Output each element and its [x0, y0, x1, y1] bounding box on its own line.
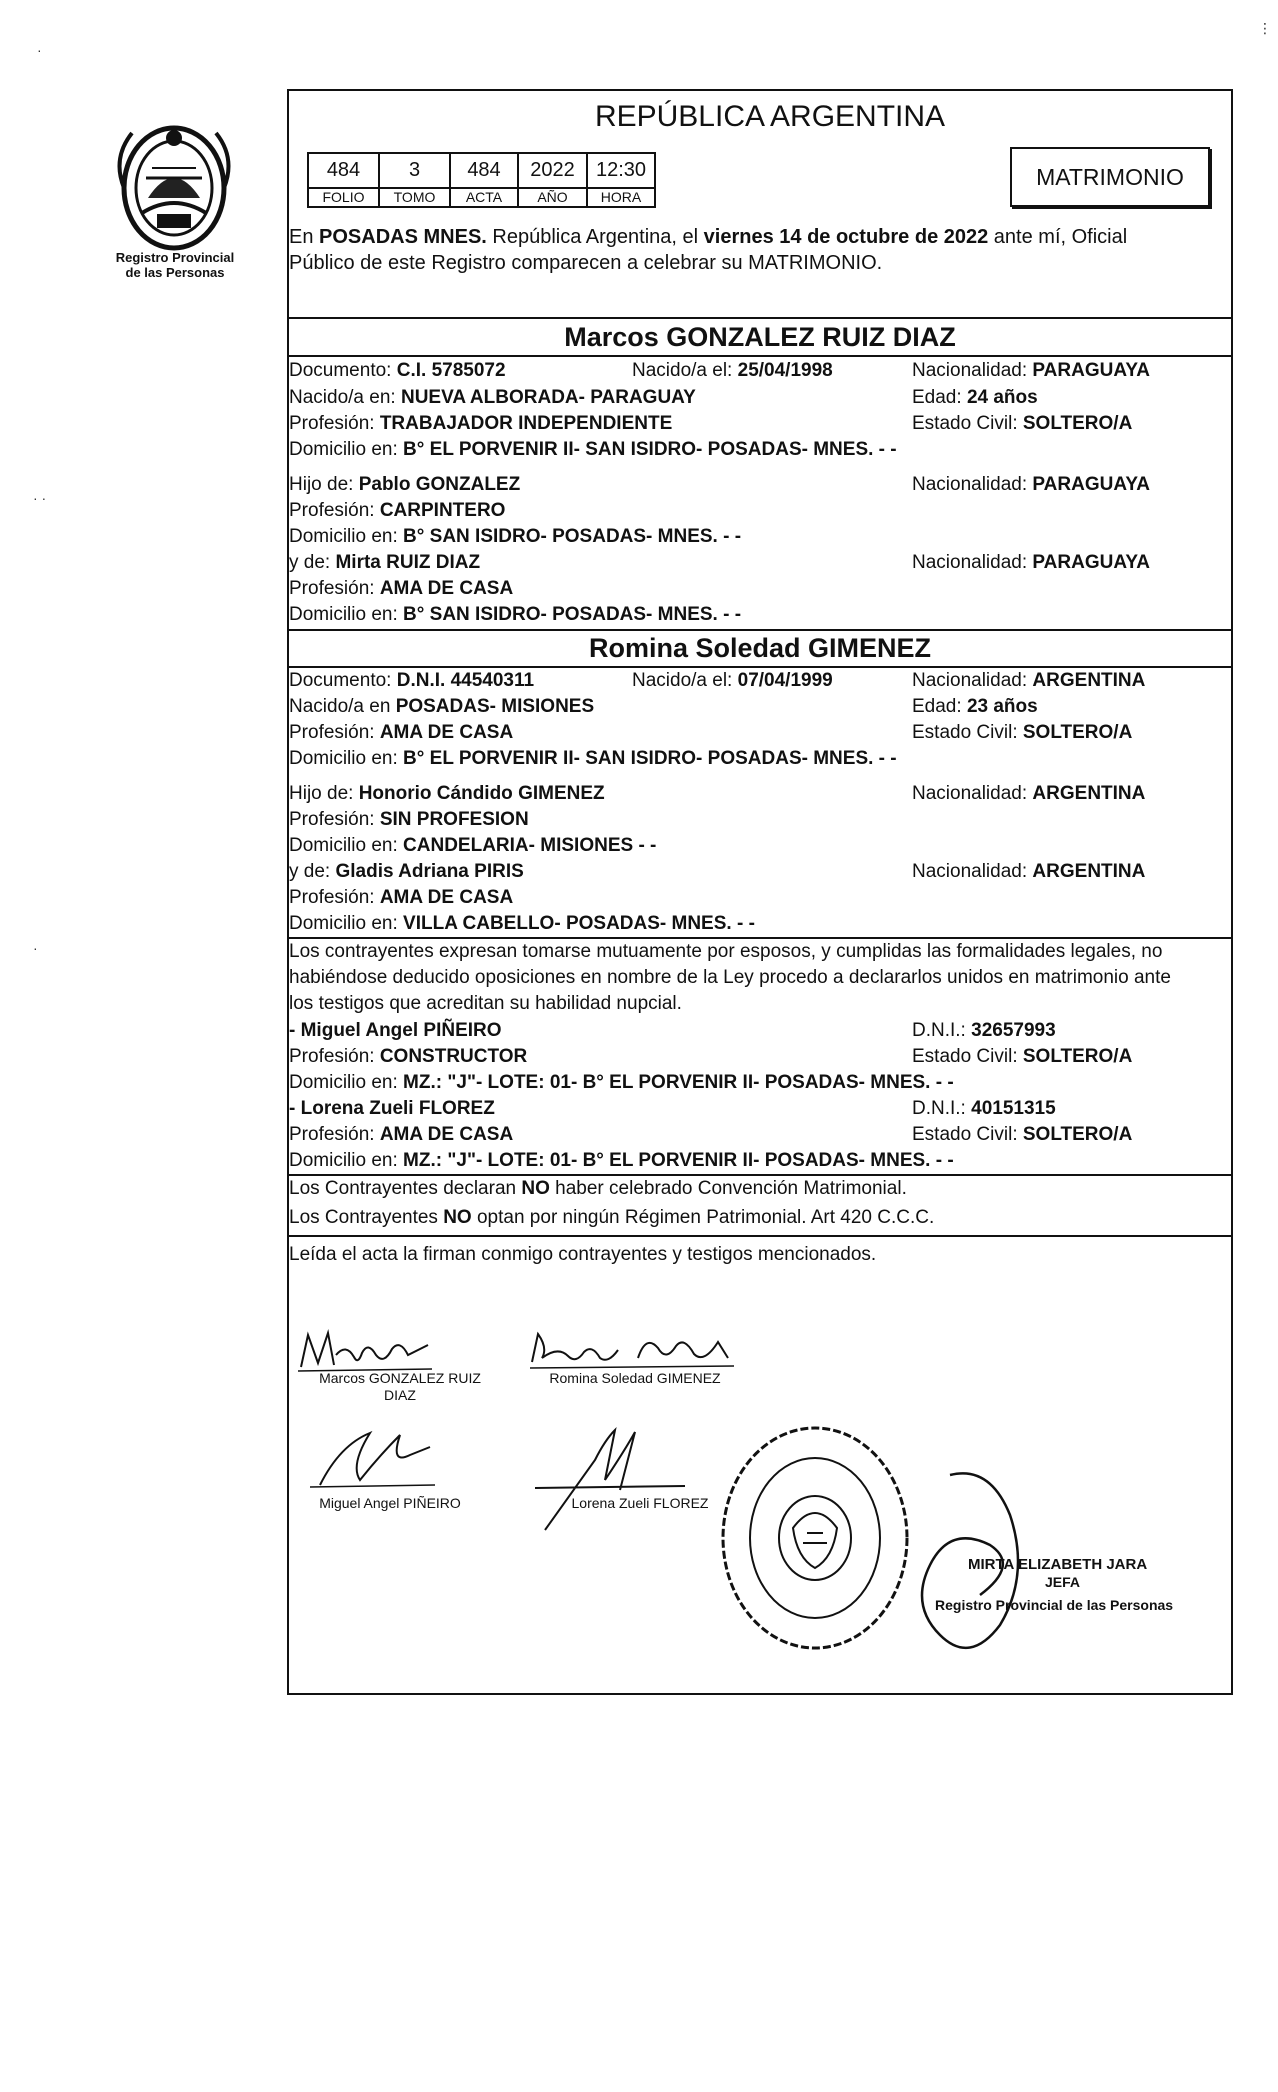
- regime-statement: Los Contrayentes NO optan por ningún Régimen Patrimonial. Art 420 C.C.C.: [289, 1207, 935, 1228]
- witness-1-dni: D.N.I.: 32657993: [912, 1020, 1056, 1041]
- margin-dot: ·: [37, 42, 42, 58]
- bride-civil-status: Estado Civil: SOLTERO/A: [912, 722, 1133, 743]
- groom-address: Domicilio en: B° EL PORVENIR II- SAN ISIDRO- POSADAS- MNES. - -: [289, 439, 897, 460]
- witness-2-address: Domicilio en: MZ.: "J"- LOTE: 01- B° EL PORVENIR II- POSADAS- MNES. - -: [289, 1150, 954, 1171]
- groom-document: Documento: C.I. 5785072: [289, 360, 506, 381]
- record-fields-table: [307, 152, 656, 208]
- groom-mother-nationality: Nacionalidad: PARAGUAYA: [912, 552, 1150, 573]
- bride-mother-profession: Profesión: AMA DE CASA: [289, 887, 514, 908]
- groom-profession: Profesión: TRABAJADOR INDEPENDIENTE: [289, 413, 673, 434]
- misiones-seal-icon: [112, 118, 236, 253]
- declaration-line-2: habiéndose deducido oposiciones en nombre de la Ley procedo a declararlos unidos en matrimonio ante: [289, 967, 1171, 988]
- declaration-line-3: los testigos que acreditan su habilidad nupcial.: [289, 993, 682, 1014]
- bride-address: Domicilio en: B° EL PORVENIR II- SAN ISIDRO- POSADAS- MNES. - -: [289, 748, 897, 769]
- official-title: JEFA: [1045, 1574, 1081, 1590]
- margin-dot: · ·: [33, 490, 47, 506]
- divider-groom: [287, 317, 1233, 319]
- groom-father: Hijo de: Pablo GONZALEZ: [289, 474, 521, 495]
- bride-mother: y de: Gladis Adriana PIRIS: [289, 861, 524, 882]
- divider-groom-name: [287, 355, 1233, 357]
- bride-birthplace: Nacido/a en POSADAS- MISIONES: [289, 696, 595, 717]
- official-registry: Registro Provincial de las Personas: [935, 1597, 1174, 1613]
- groom-birthdate: Nacido/a el: 25/04/1998: [632, 360, 833, 381]
- bride-birthdate: Nacido/a el: 07/04/1999: [632, 670, 833, 691]
- witness-2-signature-icon: [535, 1420, 695, 1545]
- field-tomo: 3 TOMO: [380, 152, 451, 208]
- witness-1-profession: Profesión: CONSTRUCTOR: [289, 1046, 528, 1067]
- act-type-box: [1010, 147, 1210, 207]
- groom-mother-address: Domicilio en: B° SAN ISIDRO- POSADAS- MNES. - -: [289, 604, 742, 625]
- intro-line-1: En POSADAS MNES. República Argentina, el viernes 14 de octubre de 2022 ante mí, Oficial: [289, 226, 1128, 248]
- bride-mother-address: Domicilio en: VILLA CABELLO- POSADAS- MNES. - -: [289, 913, 755, 934]
- intro-line-2: Público de este Registro comparecen a celebrar su MATRIMONIO.: [289, 252, 883, 274]
- groom-father-address: Domicilio en: B° SAN ISIDRO- POSADAS- MNES. - -: [289, 526, 742, 547]
- bride-signature-label: Romina Soledad GIMENEZ: [549, 1370, 721, 1386]
- act-type-label: MATRIMONIO: [1036, 163, 1184, 190]
- bride-document: Documento: D.N.I. 44540311: [289, 670, 535, 691]
- registry-name: Registro Provincial de las Personas: [115, 250, 235, 280]
- groom-name: Marcos GONZALEZ RUIZ DIAZ: [564, 322, 956, 352]
- groom-father-nationality: Nacionalidad: PARAGUAYA: [912, 474, 1150, 495]
- witness-1-address: Domicilio en: MZ.: "J"- LOTE: 01- B° EL PORVENIR II- POSADAS- MNES. - -: [289, 1072, 954, 1093]
- field-hora: 12:30 HORA: [588, 152, 656, 208]
- groom-nationality: Nacionalidad: PARAGUAYA: [912, 360, 1150, 381]
- groom-mother-profession: Profesión: AMA DE CASA: [289, 578, 514, 599]
- divider-closing: [287, 1235, 1233, 1237]
- witness-2-civil-status: Estado Civil: SOLTERO/A: [912, 1124, 1133, 1145]
- margin-dot: ⋮: [1258, 20, 1272, 36]
- closing-statement: Leída el acta la firman conmigo contrayentes y testigos mencionados.: [289, 1244, 877, 1265]
- field-acta: 484 ACTA: [451, 152, 519, 208]
- official-name: MIRTA ELIZABETH JARA: [968, 1556, 1148, 1573]
- bride-mother-nationality: Nacionalidad: ARGENTINA: [912, 861, 1146, 882]
- groom-civil-status: Estado Civil: SOLTERO/A: [912, 413, 1133, 434]
- divider-convention: [287, 1174, 1233, 1176]
- witness-2-signature-label: Lorena Zueli FLOREZ: [571, 1495, 709, 1511]
- bride-name: Romina Soledad GIMENEZ: [588, 633, 932, 663]
- witness-1-signature-icon: [300, 1425, 440, 1500]
- witness-2-name: - Lorena Zueli FLOREZ: [289, 1098, 495, 1119]
- witness-1-civil-status: Estado Civil: SOLTERO/A: [912, 1046, 1133, 1067]
- witness-1-signature-label: Miguel Angel PIÑEIRO: [319, 1495, 461, 1511]
- divider-bride-name: [287, 666, 1233, 668]
- bride-father-profession: Profesión: SIN PROFESION: [289, 809, 529, 830]
- witness-1-name: - Miguel Angel PIÑEIRO: [289, 1020, 502, 1041]
- groom-father-profession: Profesión: CARPINTERO: [289, 500, 506, 521]
- bride-age: Edad: 23 años: [912, 696, 1038, 717]
- intro-place: POSADAS MNES.: [319, 226, 487, 248]
- groom-age: Edad: 24 años: [912, 387, 1038, 408]
- registry-logo: [112, 118, 236, 253]
- bride-profession: Profesión: AMA DE CASA: [289, 722, 514, 743]
- groom-signature-label: Marcos GONZALEZ RUIZ DIAZ: [319, 1370, 481, 1403]
- declaration-line-1: Los contrayentes expresan tomarse mutuamente por esposos, y cumplidas las formalidades legales, no: [289, 941, 1163, 962]
- margin-dot: ·: [33, 940, 38, 956]
- bride-nationality: Nacionalidad: ARGENTINA: [912, 670, 1146, 691]
- country-title: REPÚBLICA ARGENTINA: [594, 100, 946, 133]
- divider-declaration: [287, 937, 1233, 939]
- official-stamp-icon: [715, 1418, 915, 1693]
- bride-father: Hijo de: Honorio Cándido GIMENEZ: [289, 783, 605, 804]
- convention-statement: Los Contrayentes declaran NO haber celebrado Convención Matrimonial.: [289, 1178, 907, 1199]
- field-folio: 484 FOLIO: [307, 152, 380, 208]
- divider-bride: [287, 629, 1233, 631]
- intro-date: viernes 14 de octubre de 2022: [703, 226, 989, 248]
- witness-2-profession: Profesión: AMA DE CASA: [289, 1124, 514, 1145]
- groom-mother: y de: Mirta RUIZ DIAZ: [289, 552, 481, 573]
- bride-father-nationality: Nacionalidad: ARGENTINA: [912, 783, 1146, 804]
- bride-father-address: Domicilio en: CANDELARIA- MISIONES - -: [289, 835, 657, 856]
- field-anio: 2022 AÑO: [519, 152, 588, 208]
- groom-birthplace: Nacido/a en: NUEVA ALBORADA- PARAGUAY: [289, 387, 696, 408]
- witness-2-dni: D.N.I.: 40151315: [912, 1098, 1056, 1119]
